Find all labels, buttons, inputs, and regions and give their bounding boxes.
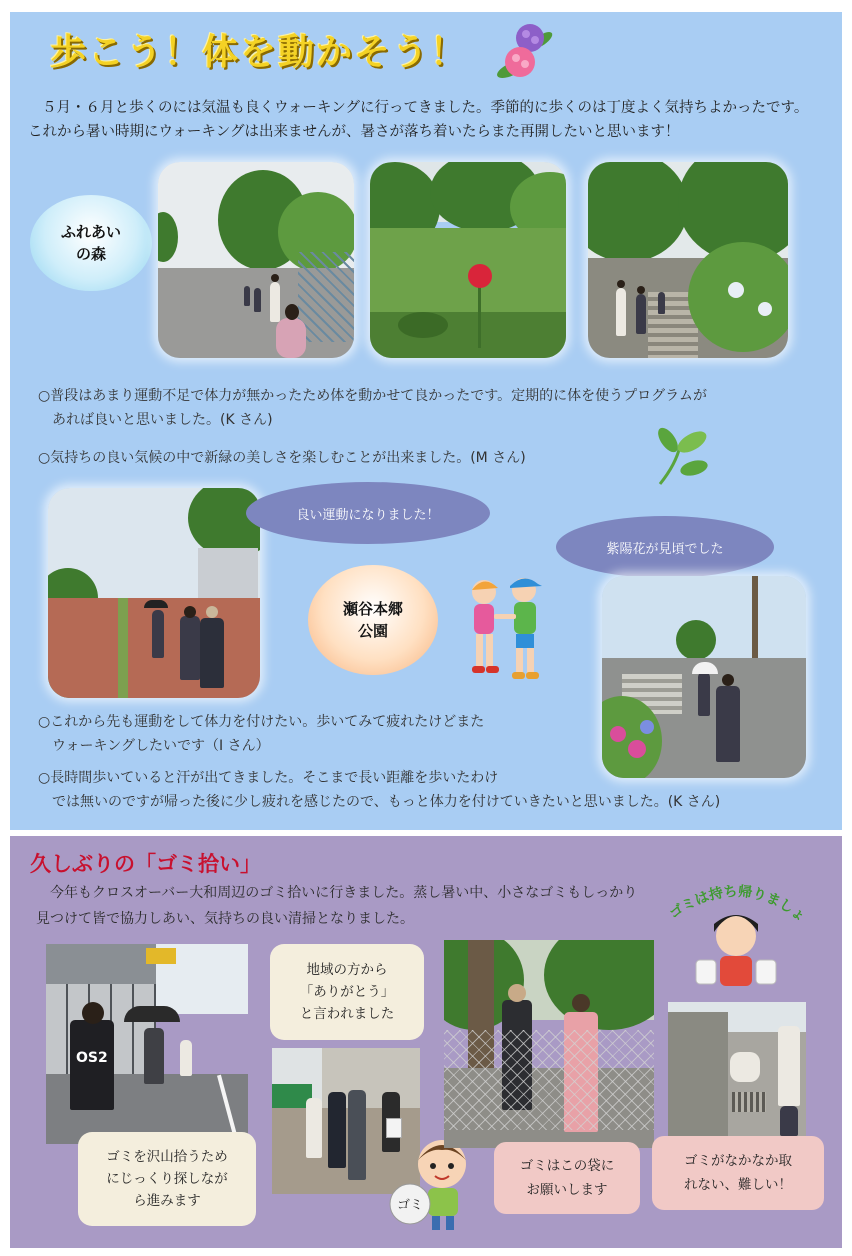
note-search-carefully: ゴミを沢山拾うため にじっくり探しなが ら進みます [78, 1132, 256, 1226]
comment-3: ○これから先も運動をして体力を付けたい。歩いてみて疲れたけどまた ウォーキングしたいです（I さん） [38, 714, 485, 754]
place-label-fureai: ふれあい の森 [30, 195, 152, 291]
speech-bubble-hydrangea: 紫陽花が見頃でした [556, 516, 774, 578]
trash-photo-street [46, 944, 248, 1144]
comment-1: ○普段はあまり運動不足で体力が無かったため体を動かせて良かったです。定期的に体を使うプログラムが あれば良いと思いました。(K さん) [38, 388, 707, 428]
walking-photo-park-stairs [588, 162, 788, 358]
trash-photo-drain [668, 1002, 806, 1136]
trash-pickup-title: 久しぶりの「ゴミ拾い」 [30, 852, 261, 876]
walking-photo-hydrangea-path [602, 576, 806, 778]
note-thank-you: 地域の方から 「ありがとう」 と言われました [270, 944, 424, 1040]
bag-label: ゴミ [397, 1198, 424, 1213]
walking-photo-sidewalk [48, 488, 260, 698]
walking-title: 歩こう！体を動かそう！ [50, 32, 469, 73]
note-hard-to-pick: ゴミがなかなか取 れない、難しい！ [652, 1136, 824, 1210]
leaf-sprout-icon [650, 424, 714, 488]
hydrangea-icon [490, 18, 560, 84]
note-trash-bag-here: ゴミはこの袋に お願いします [494, 1142, 640, 1214]
walking-kids-illustration [458, 572, 552, 688]
speech-bubble-good-exercise: 良い運動になりました！ [246, 482, 490, 544]
trash-photo-fence [444, 940, 654, 1148]
comment-4: ○長時間歩いていると汗が出てきました。そこまで長い距離を歩いたわけ では無いのですが帰った後に少し疲れを感じたので、もっと体力を付けていきたいと思いました。(K さん) [38, 770, 721, 810]
comment-2: ○気持ちの良い気候の中で新緑の美しさを楽しむことが出来ました。(M さん) [38, 450, 526, 466]
trash-pickup-intro: 今年もクロスオーバー大和周辺のゴミ拾いに行きました。蒸し暑い中、小さなゴミもしっかり見つけて皆で協力しあい、気持ちの良い清掃となりました。 [36, 885, 638, 927]
walking-intro: ５月・６月と歩くのには気温も良くウォーキングに行ってきました。季節的に歩くのは丁度よく気持ちよかったです。これから暑い時期にウォーキングは出来ませんが、暑さが落ち着いたらまた再開したいと思います！ [28, 100, 809, 140]
take-trash-home-text: ゴミは持ち帰りましょ [666, 883, 809, 925]
place-label-seya-hongo: 瀬谷本郷 公園 [308, 565, 438, 675]
walking-photo-street [158, 162, 354, 358]
take-trash-home-illustration [662, 876, 810, 1002]
shirt-print: OS2 [76, 1050, 108, 1066]
walking-photo-rose [370, 162, 566, 358]
child-trash-bag-illustration [388, 1134, 478, 1232]
